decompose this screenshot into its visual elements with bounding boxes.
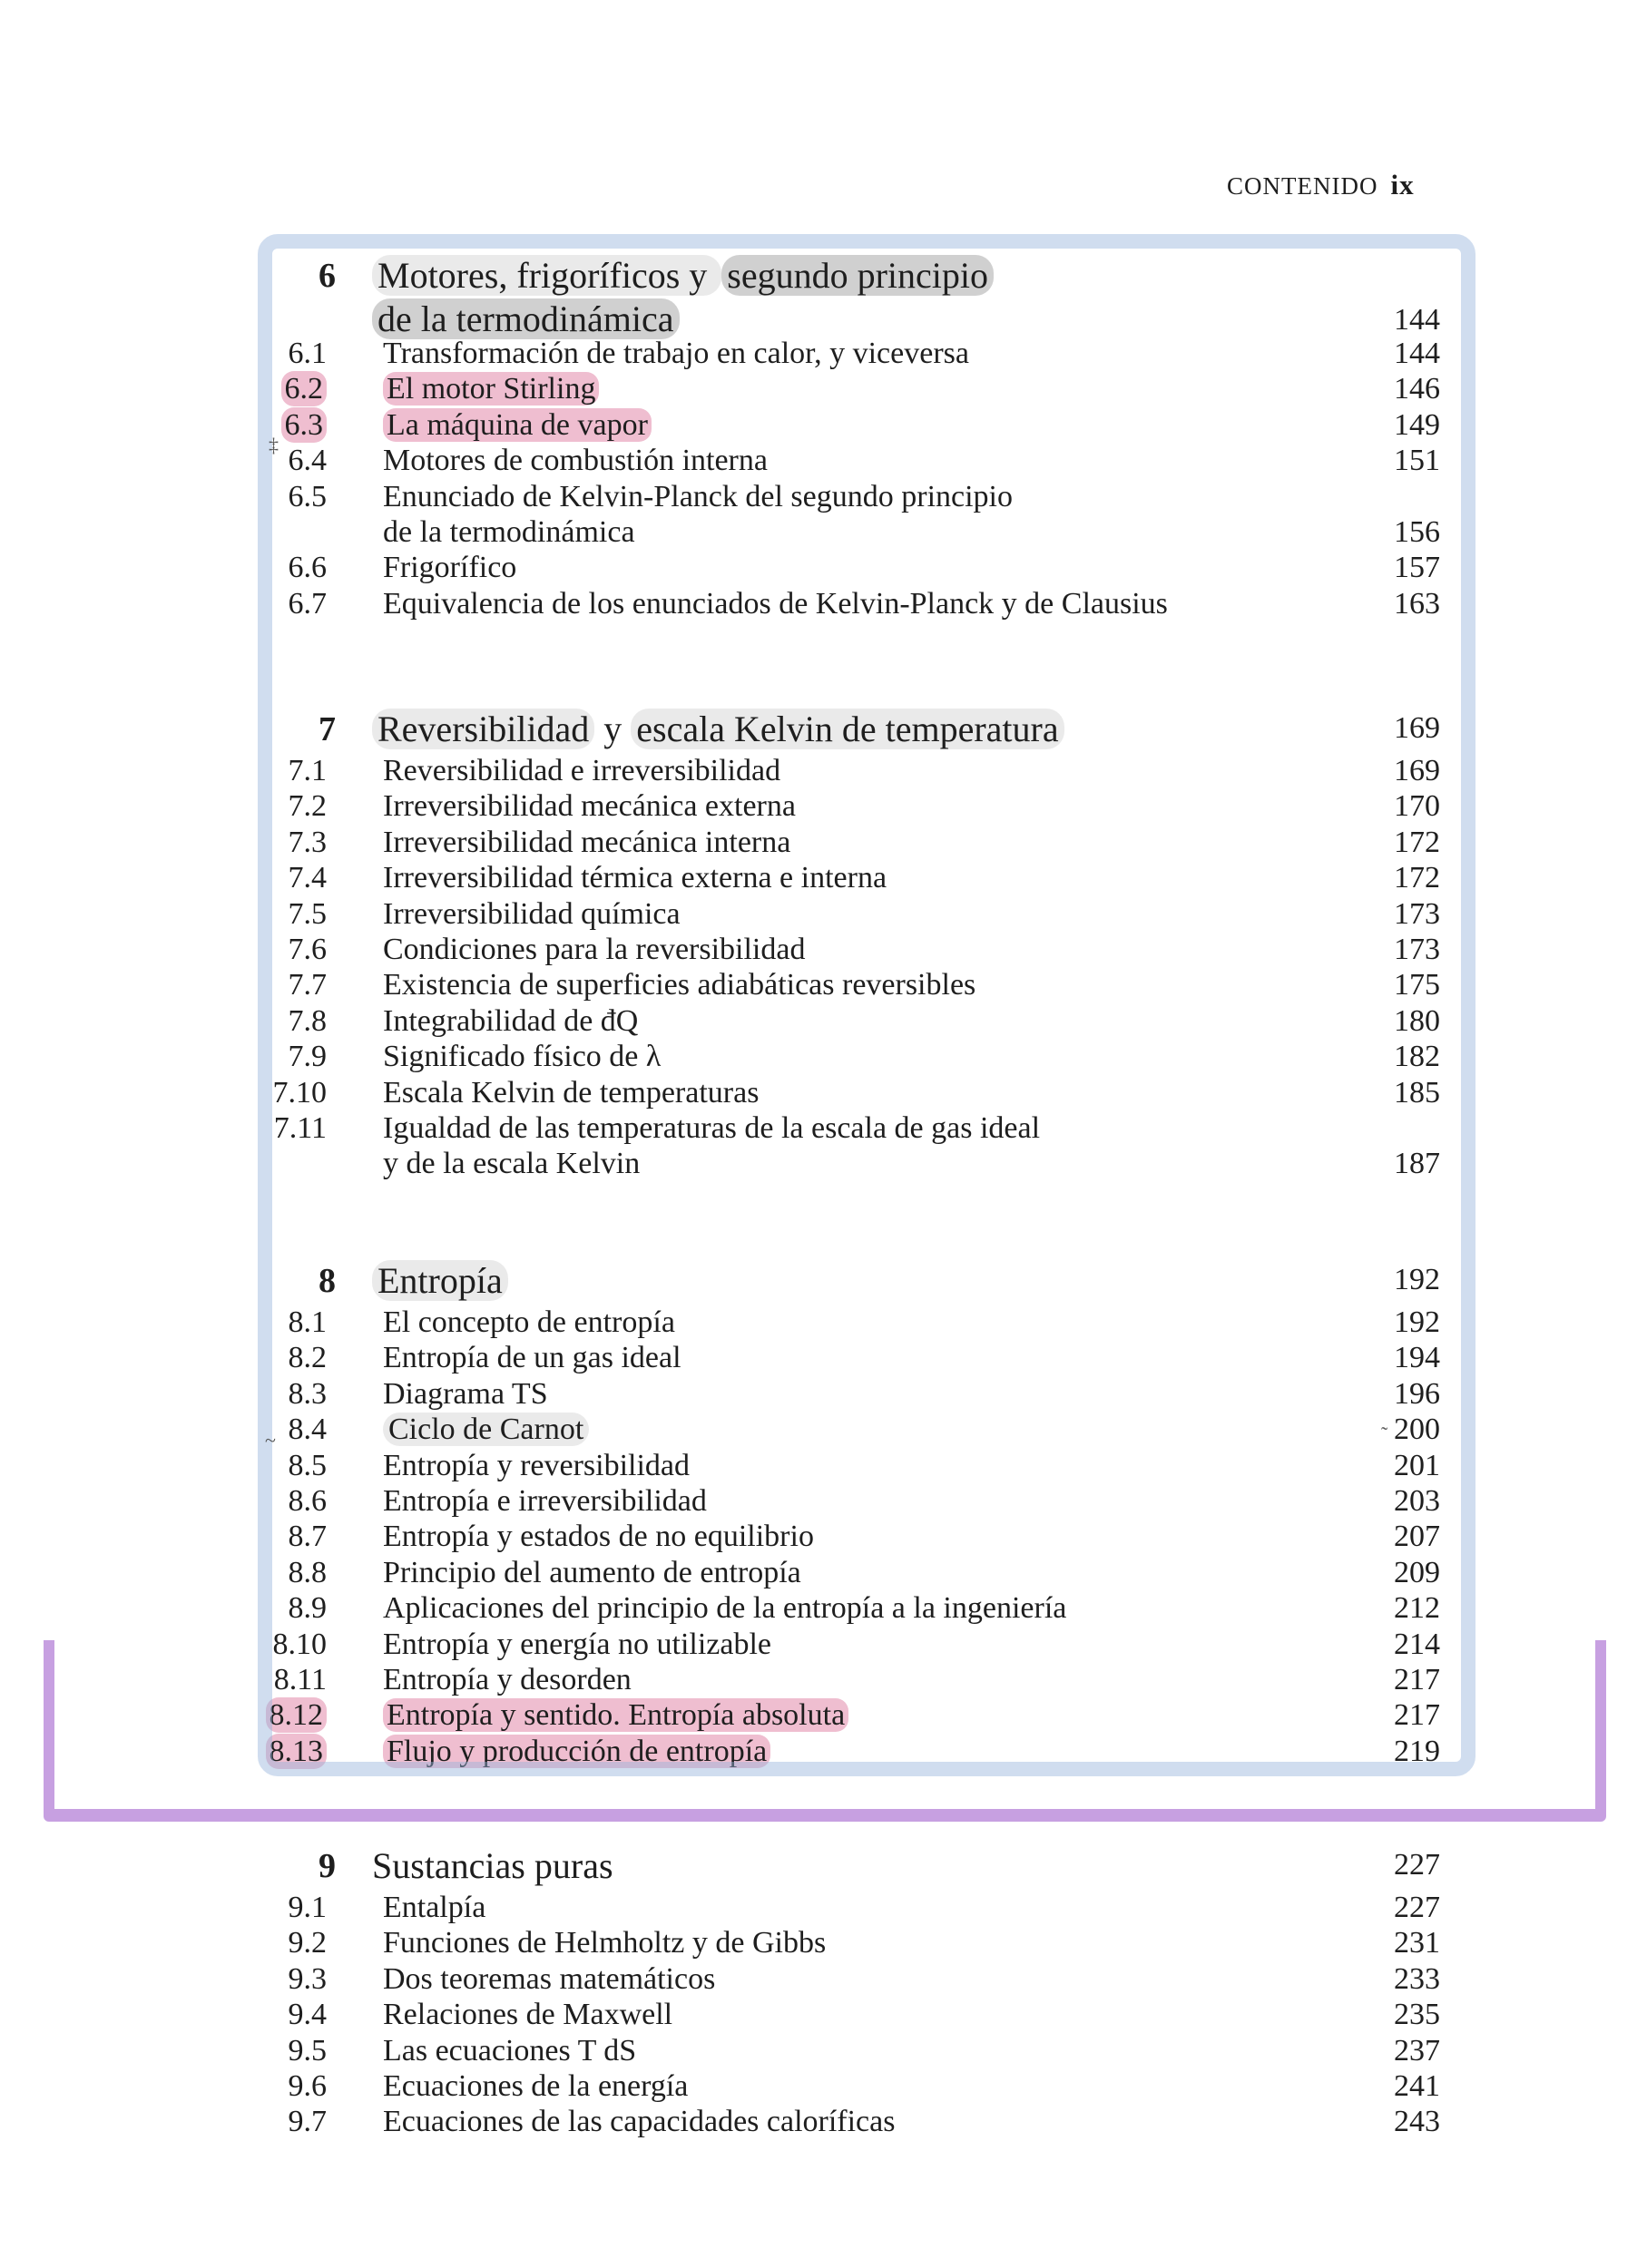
page-number: ix <box>1390 169 1415 200</box>
blue-highlight-frame <box>258 234 1475 1776</box>
chapter-heading <box>0 1846 1647 1890</box>
toc-entry: 7.4 Irreversibilidad térmica externa e interna 172 <box>288 861 1440 895</box>
running-head <box>1227 169 1415 201</box>
running-head-label: CONTENIDO <box>1227 172 1378 200</box>
toc-entry: 8.1 El concepto de entropía 192 <box>288 1305 1440 1339</box>
toc-entry: 9.6 Ecuaciones de la energía 241 <box>288 2068 1440 2103</box>
chapter-number: 7 <box>319 710 336 748</box>
toc-entry: 8.4 Ciclo de Carnot 200 <box>288 1413 1440 1447</box>
toc-entry: 6.6 Frigorífico 157 <box>288 551 1440 585</box>
toc-entry: 9.1 Entalpía 227 <box>288 1891 1440 1924</box>
toc-entry: 7.8 Integrabilidad de đQ 180 <box>288 1003 1440 1038</box>
toc-entry: 6.1 Transformación de trabajo en calor, y viceversa 144 <box>288 337 1440 370</box>
toc-entry: 8.3 Diagrama TS 196 <box>288 1376 1440 1411</box>
toc-entry: 7.2 Irreversibilidad mecánica externa 170 <box>288 789 1440 824</box>
chapter-page: 227 <box>1394 1848 1440 1882</box>
toc-entry: 7.7 Existencia de superficies adiabáticas reversibles 175 <box>288 968 1440 1002</box>
toc-entry: 8.5 Entropía y reversibilidad 201 <box>288 1448 1440 1482</box>
toc-entry: 9.7 Ecuaciones de las capacidades caloríficas 243 <box>288 2105 1440 2139</box>
chapter-number: 8 <box>319 1262 336 1300</box>
pen-mark-icon: ~ <box>265 1429 276 1452</box>
chapter-number: 6 <box>319 257 336 295</box>
toc-entry: 8.12 Entropía y sentido. Entropía absoluta 217 <box>0 1697 1647 1733</box>
toc-entry: 8.7 Entropía y estados de no equilibrio 207 <box>288 1520 1440 1554</box>
toc-entry: 7.11 Igualdad de las temperaturas de la escala de gas ideal y de la escala Kelvin 187 <box>273 1110 1440 1181</box>
toc-entry: 7.1 Reversibilidad e irreversibilidad 169 <box>288 754 1440 787</box>
toc-entry: 9.3 Dos teoremas matemáticos 233 <box>288 1961 1440 1996</box>
toc-entry: 8.2 Entropía de un gas ideal 194 <box>288 1341 1440 1375</box>
chapter-title: Sustancias puras <box>372 1845 613 1886</box>
chapter-page: 144 <box>1394 303 1440 337</box>
toc-entry: 7.5 Irreversibilidad química 173 <box>288 896 1440 931</box>
toc-entry: 9.5 Las ecuaciones T dS 237 <box>288 2033 1440 2068</box>
toc-entry: 8.13 Flujo y producción de entropía 219 <box>0 1734 1647 1769</box>
toc-entry: 9.4 Relaciones de Maxwell 235 <box>288 1998 1440 2032</box>
toc-entry: 6.5 Enunciado de Kelvin-Planck del segundo principio de la termodinámica 156 <box>288 479 1440 549</box>
chapter-page: 169 <box>1394 711 1440 745</box>
toc-entry: 8.9 Aplicaciones del principio de la entropía a la ingeniería 212 <box>288 1591 1440 1626</box>
purple-bracket-mark <box>44 1640 1606 1822</box>
toc-entry: 9.2 Funciones de Helmholtz y de Gibbs 231 <box>288 1926 1440 1960</box>
toc-entry: 8.11 Entropía y desorden 217 <box>273 1662 1440 1696</box>
toc-entry: 6.3 La máquina de vapor 149 <box>0 407 1647 443</box>
toc-entry: 6.4 Motores de combustión interna 151 <box>288 444 1440 478</box>
toc-entry: 8.6 Entropía e irreversibilidad 203 <box>288 1483 1440 1518</box>
chapter-number: 9 <box>319 1847 336 1885</box>
toc-entry: 7.6 Condiciones para la reversibilidad 173 <box>288 932 1440 966</box>
chapter-title: Entropía <box>372 1259 508 1303</box>
toc-entry: 8.10 Entropía y energía no utilizable 214 <box>272 1627 1440 1661</box>
chapter-page: 192 <box>1394 1263 1440 1296</box>
toc-entry: 7.9 Significado físico de λ 182 <box>288 1040 1440 1074</box>
toc-entry: 6.7 Equivalencia de los enunciados de Kelvin-Planck y de Clausius 163 <box>288 586 1440 621</box>
chapter-title: Motores, frigoríficos y segundo principio de la termodinámica <box>372 254 994 341</box>
chapter-9 <box>0 1846 1647 2140</box>
pen-mark-icon: ‡ <box>269 434 279 456</box>
toc-entry: 8.8 Principio del aumento de entropía 209 <box>288 1555 1440 1589</box>
toc-entry: 6.2 El motor Stirling 146 <box>0 371 1647 406</box>
pen-mark-icon: ˜ <box>1381 1422 1388 1445</box>
toc-entry: 7.10 Escala Kelvin de temperaturas 185 <box>272 1075 1440 1110</box>
toc-entry: 7.3 Irreversibilidad mecánica interna 172 <box>288 825 1440 859</box>
chapter-title: Reversibilidad y escala Kelvin de temperatura <box>372 708 1064 751</box>
